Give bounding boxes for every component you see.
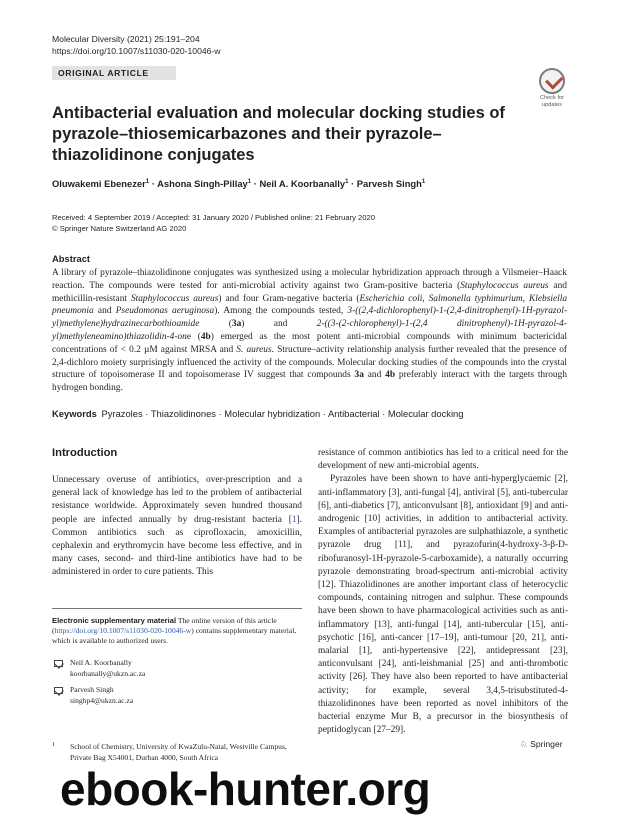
article-type-label: ORIGINAL ARTICLE [52, 66, 176, 80]
paper-title: Antibacterial evaluation and molecular docking studies of pyrazole–thiosemicarbazones and their pyrazole–thiazolidinone conjugates [52, 104, 505, 164]
keywords [52, 408, 572, 420]
doi-link[interactable]: https://doi.org/10.1007/s11030-020-10046-w [52, 46, 221, 56]
envelope-icon [54, 660, 63, 667]
right-column-text [318, 447, 568, 737]
footnote-divider [52, 608, 302, 609]
contact-koorbanally [52, 658, 302, 679]
left-column-text: Unnecessary overuse of antibiotics, over-prescription and a general lack of knowledge has led to the problem of antibacterial resistance worldwide. Approximately seven hundred thousand people are infected annually by drug-resistant bacteria [1]. Common antibiotics such as ciprofloxacin, amoxicillin, cephalexin and erythromycin have become less effective, and in many cases, second- and third-line antibiotics have had to be administered in order to cure patients. This [52, 475, 302, 578]
envelope-icon [54, 687, 63, 694]
check-for-updates-button[interactable] [537, 68, 567, 108]
author-name: Ashona Singh-Pillay [157, 178, 248, 189]
springer-horse-icon: ♘ [520, 739, 528, 749]
contact-name: Parvesh Singh [70, 685, 114, 694]
affiliation-number: 1 [52, 742, 55, 748]
author-name: Neil A. Koorbanally [259, 178, 346, 189]
journal-citation [52, 33, 221, 57]
journal-name: Molecular Diversity (2021) 25:191–204 [52, 34, 200, 44]
contact-email[interactable]: koorbanally@ukzn.ac.za [70, 668, 146, 678]
contact-name: Neil A. Koorbanally [70, 658, 132, 667]
contact-singh [52, 685, 302, 706]
supplementary-link[interactable]: https://doi.org/10.1007/s11030-020-10046-w [54, 626, 192, 635]
paragraph: Pyrazoles have been shown to have anti-hyperglycaemic [2], anti-inflammatory [3], anti-fungal [4], antiviral [5], anti-tubercular [6], anti-diabetics [7], anticonvulsant [8], antioxidant [9] and anti-androgenic [10] activities, in addition to antibacterial activity. Examples of antibacterial pyrazoles are sulphathiazole, a synthetic pyrazole drug [11], and pyrazofurin(4-hydroxy-3-β-D-ribofuranosyl-1H-pyrazole-5-carboxamide), a naturally occurring pyrazole demonstrating broad-spectrum anti-microbial activity [12]. Thiazolidinones are another important class of heterocyclic compounds, containing nitrogen and sulphur. These compounds have been shown to have pharmacological activities such as anti-inflammatory [13], anti-fungal [14], anti-tubercular [15], anti-psychotic [16], anti-cancer [17–19], anti-tumour [20, 21], anti-malarial [1], anti-hypertensive [22], antidepressant [23], anticonvulsant [24], anti-leishmanial [25] and anti-thrombotic activity [26]. They have also been reported to have antibacterial activity; for example, several 3,4,5-trisubstituted-4-thiazolidinones have been reported as novel inhibitors of the bacterial enzyme Mur B, a precursor in the biosynthesis of peptidoglycan [27–29]. [318, 474, 568, 736]
publisher-logo: ♘ Springer [520, 739, 563, 749]
paragraph: resistance of common antibiotics has led to a critical need for the development of new anti-microbial agents. [318, 448, 568, 472]
received-dates: Received: 4 September 2019 / Accepted: 31 January 2020 / Published online: 21 February 2020 [52, 213, 375, 222]
introduction-heading: Introduction [52, 447, 118, 459]
supplementary-note: Electronic supplementary material The online version of this article (https://doi.org/10.1007/s11030-020-10046-w) contains supplementary material, which is available to authorized users. [52, 616, 297, 645]
author-name: Parvesh Singh [356, 178, 422, 189]
contact-email[interactable]: singhp4@ukzn.ac.za [70, 695, 134, 705]
abstract-heading: Abstract [52, 253, 91, 264]
check-updates-icon [539, 68, 565, 94]
abstract-text: A library of pyrazole–thiazolidinone conjugates was synthesized using a molecular hybridization approach through a Vilsmeier–Haack reaction. The compounds were tested for anti-microbial activity against two Gram-positive bacteria (Staphylococcus aureus and methicillin-resistant Staphylococcus aureus) and four Gram-negative bacteria (Escherichia coli, Salmonella typhimurium, Klebsiella pneumonia and Pseudomonas aeruginosa). Among the compounds tested, 3-((2,4-dichlorophenyl)-1-(2,4-dinitrophenyl)-1H-pyrazol-yl)methylene)hydrazinecarbothioamide (3a) and 2-((3-(2-chlorophenyl)-1-(2,4 dinitrophenyl)-1H-pyrazol-4-yl)methyleneamino)thiazolidin-4-one (4b) emerged as the most potent anti-microbial compounds with minimum bactericidal concentrations of < 0.2 µM against MRSA and S. aureus. Structure–activity relationship analysis further revealed that the presence of 2,4-dichloro moiety surprisingly influenced the activity of the compounds. Molecular docking studies of the compounds into the crystal structure of topoisomerase II and topoisomerase IV suggest that compounds 3a and 4b preferably interact with the targets through hydrogen bonding. [52, 268, 568, 394]
keywords-list: Pyrazoles · Thiazolidinones · Molecular hybridization · Antibacterial · Molecular docking [101, 408, 464, 419]
copyright: © Springer Nature Switzerland AG 2020 [52, 223, 187, 233]
keywords-label: Keywords [52, 408, 97, 419]
affiliation-text: School of Chemistry, University of KwaZulu-Natal, Westville Campus, Private Bag X54001, Durban 4000, South Africa [70, 742, 287, 762]
publication-dates [52, 213, 375, 234]
citation-link[interactable]: 1 [291, 514, 297, 525]
check-updates-label: Check for updates [540, 95, 564, 108]
watermark: ebook-hunter.org [60, 763, 431, 815]
author-name: Oluwakemi Ebenezer [52, 178, 146, 189]
author-list: Oluwakemi Ebenezer$^1$ · Ashona Singh-Pillay$^1$ · Neil A. Koorbanally$^1$ · Parvesh Singh$^1$ [52, 178, 426, 189]
